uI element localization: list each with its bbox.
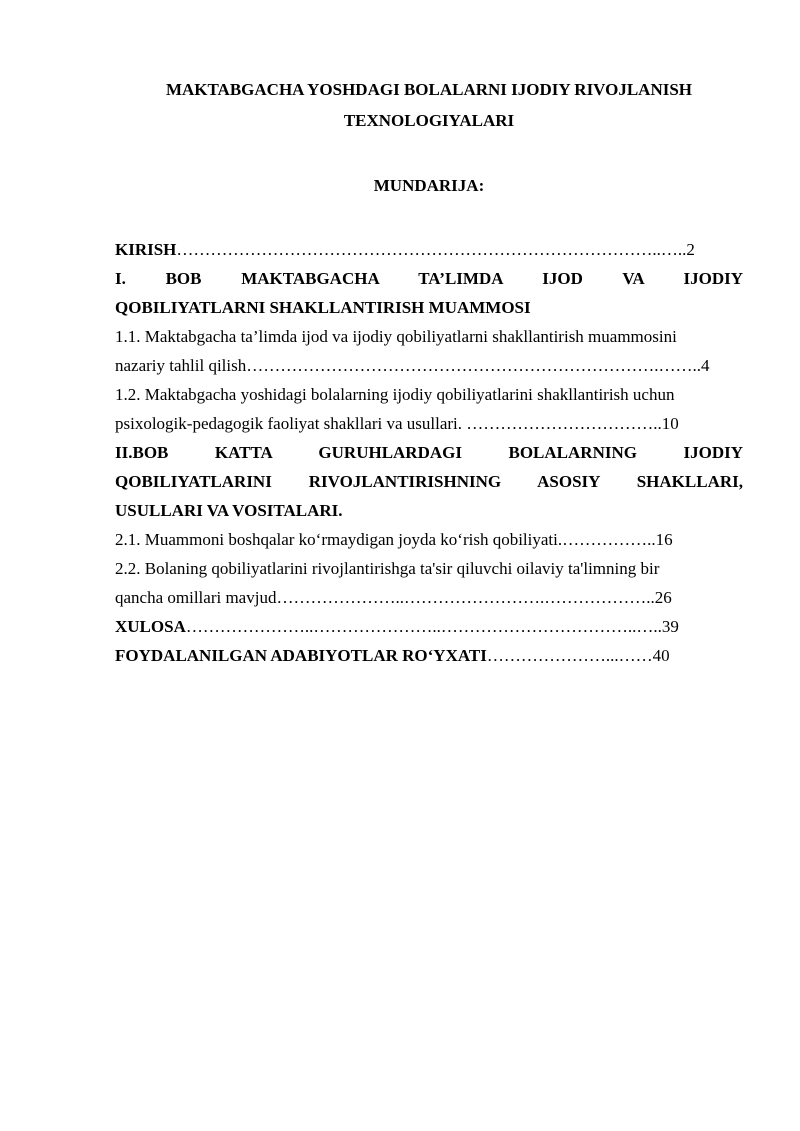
title-line-1: MAKTABGACHA YOSHDAGI BOLALARNI IJODIY RIVOJLANISH (165, 80, 693, 99)
toc-page-number: 26 (654, 588, 672, 607)
toc-chapter-2-line-2[interactable]: QOBILIYATLARINI RIVOJLANTIRISHNING ASOSIY SHAKLLARI, (115, 472, 743, 491)
title-line-2: TEXNOLOGIYALARI (343, 111, 515, 130)
toc-entry-text: nazariy tahlil qilish (115, 356, 247, 375)
toc-section-1-2-line-2[interactable] (115, 409, 743, 438)
toc-section-2-1[interactable] (115, 525, 743, 554)
toc-section-1-1-line-2[interactable] (115, 351, 743, 380)
toc-chapter-1-line-2[interactable]: QOBILIYATLARNI SHAKLLANTIRISH MUAMMOSI (115, 298, 531, 317)
toc-entry-text: qancha omillari mavjud (115, 588, 277, 607)
toc-entry-kirish[interactable] (115, 235, 743, 264)
toc-page-number: 16 (655, 530, 673, 549)
toc-chapter-1-line-1[interactable]: I. BOB MAKTABGACHA TA’LIMDA IJOD VA IJODIY (115, 269, 743, 288)
toc-leader: …………………………….. (466, 414, 662, 433)
toc-leader: …………………...…… (486, 646, 653, 665)
toc-page-number: 39 (661, 617, 679, 636)
toc-leader: …………………………………………………………………………..….. (176, 240, 687, 259)
toc-section-2-2-line-1[interactable]: 2.2. Bolaning qobiliyatlarini rivojlantirishga ta'sir qiluvchi oilaviy ta'limning bir (115, 559, 660, 578)
toc-leader: ……………………………………………………………….…….. (246, 356, 701, 375)
toc-page-number: 40 (652, 646, 670, 665)
toc-page-number: 2 (686, 240, 695, 259)
toc-entry-adabiyotlar[interactable] (115, 641, 743, 670)
toc-chapter-2-line-1[interactable]: II.BOB KATTA GURUHLARDAGI BOLALARNING IJODIY (115, 443, 743, 462)
toc-leader: …………………..…………………….……………….. (276, 588, 655, 607)
toc-entry-text: 2.1. Muammoni boshqalar ko‘rmaydigan joyda ko‘rish qobiliyati. (115, 530, 563, 549)
toc-leader: …………………..…………………..……………………………..….. (185, 617, 662, 636)
toc-section-2-2-line-2[interactable] (115, 583, 743, 612)
toc-entry-label: FOYDALANILGAN ADABIYOTLAR RO‘YXATI (115, 646, 487, 665)
table-of-contents (115, 235, 743, 670)
toc-leader: …………….. (562, 530, 656, 549)
toc-entry-text: psixologik-pedagogik faoliyat shakllari va usullari. (115, 414, 467, 433)
toc-entry-label: KIRISH (115, 240, 177, 259)
toc-section-1-2-line-1[interactable]: 1.2. Maktabgacha yoshidagi bolalarning ijodiy qobiliyatlarini shakllantirish uchun (115, 385, 675, 404)
toc-section-1-1-line-1[interactable]: 1.1. Maktabgacha ta’limda ijod va ijodiy qobiliyatlarni shakllantirish muammosini (115, 327, 677, 346)
toc-entry-label: XULOSA (115, 617, 186, 636)
contents-heading: MUNDARIJA: (373, 176, 485, 195)
toc-chapter-2-line-3[interactable]: USULLARI VA VOSITALARI. (115, 501, 343, 520)
toc-page-number: 4 (701, 356, 710, 375)
toc-page-number: 10 (661, 414, 679, 433)
toc-entry-xulosa[interactable] (115, 612, 743, 641)
document-title (115, 74, 743, 136)
